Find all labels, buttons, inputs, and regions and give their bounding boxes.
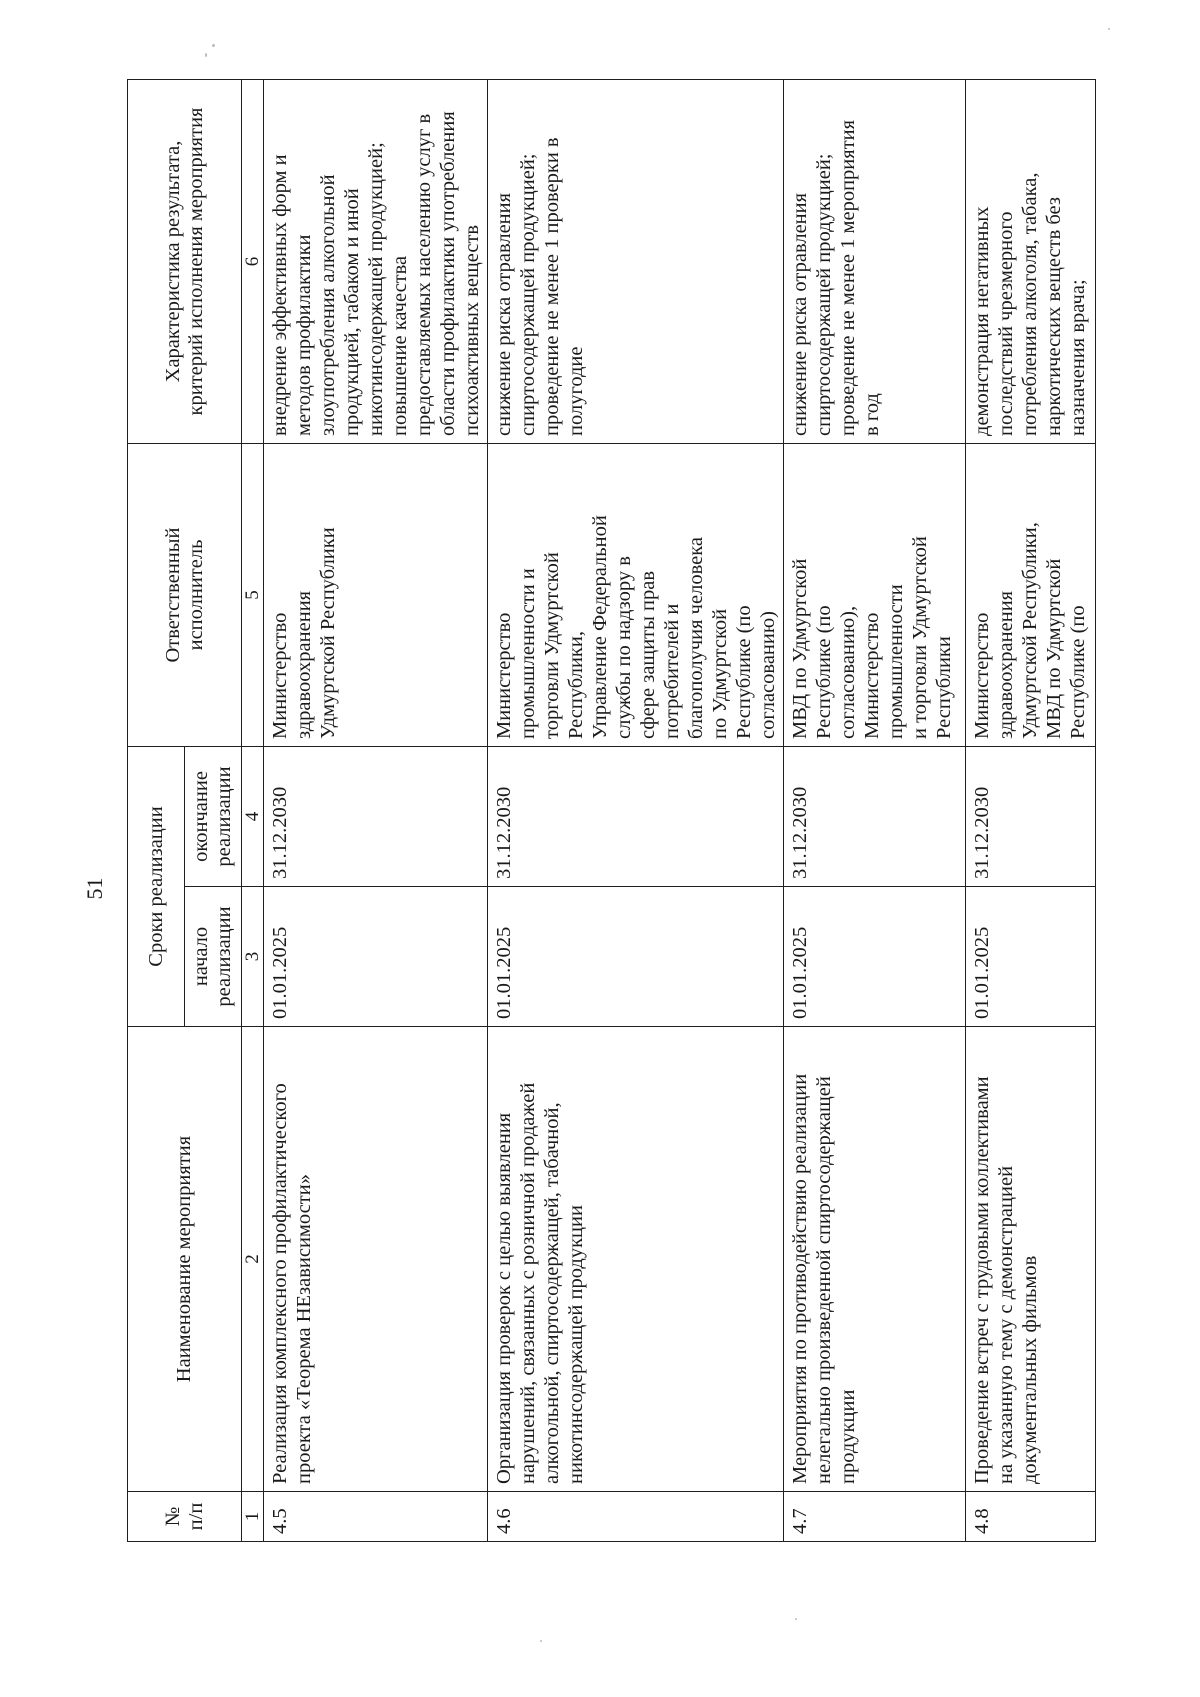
row-name: Проведение встреч с трудовыми коллективами на указанную тему с демонстрацией документальных фильмов [966, 1027, 1096, 1492]
column-number: 6 [242, 79, 264, 443]
row-responsible: Министерство здравоохранения Удмуртской Республики, МВД по Удмуртской Республике (по [966, 443, 1096, 746]
row-result: снижение риска отравления спиртосодержащей продукцией; проведение не менее 1 проверки в полугодие [488, 79, 784, 443]
row-name: Организация проверок с целью выявления нарушений, связанных с розничной продажей алкогольной, спиртосодержащей, табачной, никотинсодержащей продукции [488, 1027, 784, 1492]
scan-speck [212, 44, 215, 47]
measures-table [127, 79, 1096, 1542]
row-end: 31.12.2030 [966, 746, 1096, 886]
header-responsible: Ответственный исполнитель [128, 443, 242, 746]
row-end: 31.12.2030 [488, 746, 784, 886]
table-row [264, 79, 488, 1541]
row-name: Мероприятия по противодействию реализации нелегально произведенной спиртосодержащей продукции [784, 1027, 966, 1492]
row-end: 31.12.2030 [784, 746, 966, 886]
header-result: Характеристика результата, критерий исполнения мероприятия [128, 79, 242, 443]
row-start: 01.01.2025 [784, 887, 966, 1027]
header-end: окончание реализации [185, 746, 242, 886]
row-responsible: МВД по Удмуртской Республике (по согласованию), Министерство промышленности и торговли Удмуртской Республики [784, 443, 966, 746]
header-terms: Сроки реализации [128, 746, 185, 1026]
row-num: 4.7 [784, 1492, 966, 1542]
column-number: 5 [242, 443, 264, 746]
header-num: № п/п [128, 1492, 242, 1542]
column-number: 1 [242, 1492, 264, 1542]
row-start: 01.01.2025 [264, 887, 488, 1027]
scan-speck [795, 1618, 797, 1620]
row-name: Реализация комплексного профилактического проекта «Теорема НЕзависимости» [264, 1027, 488, 1492]
column-numbers-row [242, 79, 264, 1541]
scan-speck [205, 53, 207, 57]
column-number: 3 [242, 887, 264, 1027]
row-end: 31.12.2030 [264, 746, 488, 886]
row-responsible: Министерство промышленности и торговли Удмуртской Республики, Управление Федеральной службы по надзору в сфере защиты прав потребителей и благополучия человека по Удмуртской Республике (по согласованию) [488, 443, 784, 746]
page-number: 51 [82, 877, 107, 900]
scan-speck [1108, 28, 1110, 30]
table-row [966, 79, 1096, 1541]
column-number: 2 [242, 1027, 264, 1492]
row-start: 01.01.2025 [488, 887, 784, 1027]
header-name: Наименование мероприятия [128, 1027, 242, 1492]
column-number: 4 [242, 746, 264, 886]
row-num: 4.8 [966, 1492, 1096, 1542]
header-row [128, 79, 185, 1541]
table-row [488, 79, 784, 1541]
row-responsible: Министерство здравоохранения Удмуртской Республики [264, 443, 488, 746]
row-result: снижение риска отравления спиртосодержащей продукцией; проведение не менее 1 мероприятия в год [784, 79, 966, 443]
table-row [784, 79, 966, 1541]
row-num: 4.6 [488, 1492, 784, 1542]
header-start: начало реализации [185, 887, 242, 1027]
row-start: 01.01.2025 [966, 887, 1096, 1027]
row-result: внедрение эффективных форм и методов профилактики злоупотребления алкогольной продукцией, табаком и иной никотинсодержащей продукцией; повышение качества предоставляемых населению услуг в области профилактики употребления психоактивных веществ [264, 79, 488, 443]
scan-speck [540, 1640, 542, 1642]
row-result: демонстрация негативных последствий чрезмерного потребления алкоголя, табака, наркотических веществ без назначения врача; [966, 79, 1096, 443]
row-num: 4.5 [264, 1492, 488, 1542]
